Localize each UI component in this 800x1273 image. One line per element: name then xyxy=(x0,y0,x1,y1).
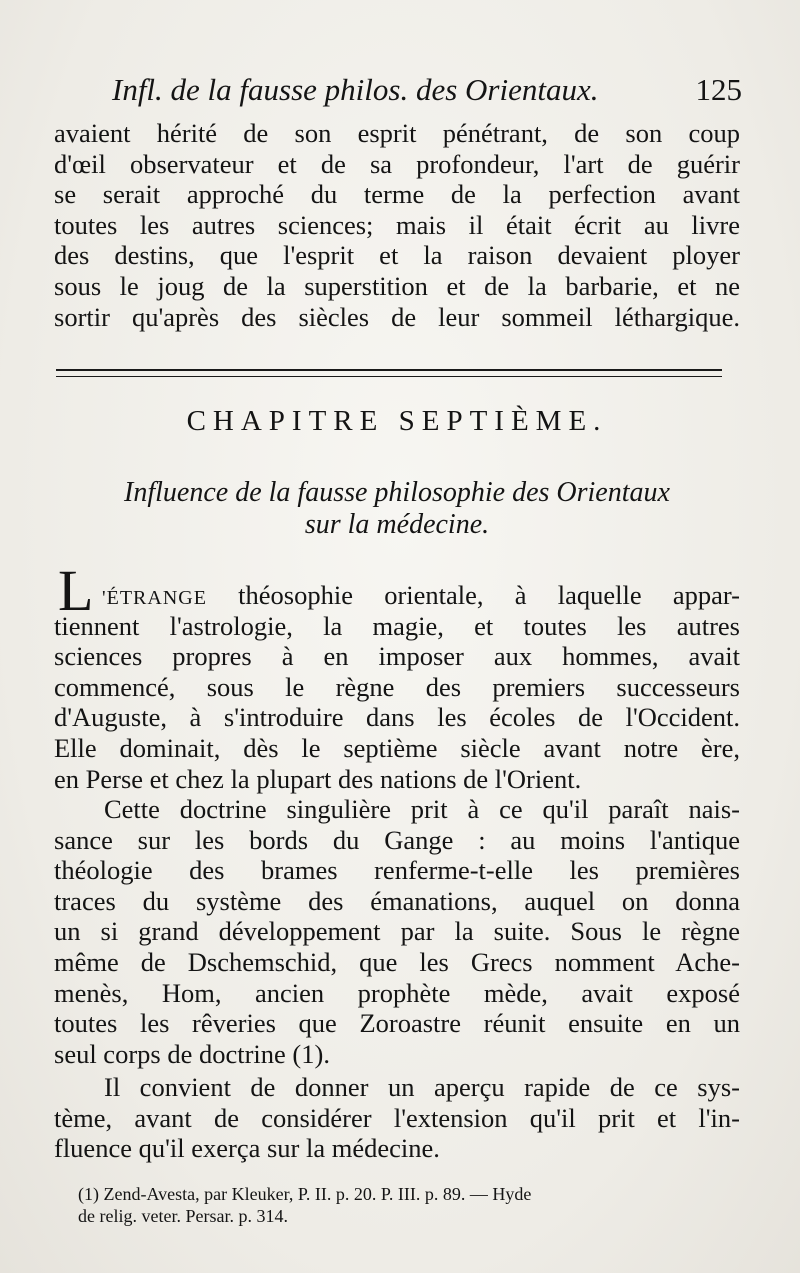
text-line: seul corps de doctrine (1). xyxy=(54,1038,330,1069)
text-line-first xyxy=(54,580,740,611)
text-line: sciences propres à en imposer aux hommes, avait xyxy=(54,641,740,672)
text-line: menès, Hom, ancien prophète mède, avait exposé xyxy=(54,977,740,1008)
text-line: commencé, sous le règne des premiers successeurs xyxy=(54,671,740,702)
text-line: en Perse et chez la plupart des nations de l'Orient. xyxy=(54,763,582,794)
text-line: sous le joug de la superstition et de la barbarie, et ne xyxy=(54,270,740,301)
text-line: toutes les rêveries que Zoroastre réunit ensuite en un xyxy=(54,1008,740,1039)
paragraph-2 xyxy=(54,794,740,1069)
paragraph-3 xyxy=(54,1072,740,1164)
lead-word: 'ÉTRANGE xyxy=(102,587,207,609)
page-number: 125 xyxy=(695,72,742,107)
footnote-line: de relig. veter. Persar. p. 314. xyxy=(78,1206,288,1226)
text-line: Il convient de donner un aperçu rapide de ce sys- xyxy=(104,1072,740,1102)
text-line: même de Dschemschid, que les Grecs nomment Ache- xyxy=(54,946,740,977)
text-line: toutes les autres sciences; mais il était écrit au livre xyxy=(54,209,740,240)
text-line: des destins, que l'esprit et la raison devaient ployer xyxy=(54,240,740,271)
section-divider xyxy=(56,369,722,377)
first-line-rest: théosophie orientale, à laquelle appar- xyxy=(238,580,740,610)
text-line: fluence qu'il exerça sur la médecine. xyxy=(54,1133,440,1164)
text-line: tiennent l'astrologie, la magie, et toutes les autres xyxy=(54,610,740,641)
text-line: d'œil observateur et de sa profondeur, l'art de guérir xyxy=(54,148,740,179)
footnote-line: (1) Zend-Avesta, par Kleuker, P. II. p. 20. P. III. p. 89. — Hyde xyxy=(78,1184,532,1204)
text-line: Elle dominait, dès le septième siècle avant notre ère, xyxy=(54,732,740,763)
text-line: sance sur les bords du Gange : au moins l'antique xyxy=(54,824,740,855)
text-line: traces du système des émanations, auquel on donna xyxy=(54,885,740,916)
text-line: théologie des brames renferme-t-elle les premières xyxy=(54,855,740,886)
text-line: d'Auguste, à s'introduire dans les écoles de l'Occident. xyxy=(54,702,740,733)
subtitle-line: Influence de la fausse philosophie des Orientaux xyxy=(124,477,670,508)
text-line: se serait approché du terme de la perfection avant xyxy=(54,179,740,210)
text-line: un si grand développement par la suite. Sous le règne xyxy=(54,916,740,947)
text-line: tème, avant de considérer l'extension qu'il prit et l'in- xyxy=(54,1102,740,1133)
text-line: sortir qu'après des siècles de leur sommeil léthargique. xyxy=(54,301,740,332)
opening-paragraph xyxy=(54,118,740,332)
text-line: Cette doctrine singulière prit à ce qu'il paraît nais- xyxy=(104,794,740,824)
chapter-subtitle xyxy=(54,477,740,541)
subtitle-line: sur la médecine. xyxy=(304,509,490,540)
paragraph-1 xyxy=(54,580,740,794)
running-title: Infl. de la fausse philos. des Orientaux. xyxy=(112,72,599,107)
footnote xyxy=(78,1183,760,1227)
text-line: avaient hérité de son esprit pénétrant, de son coup xyxy=(54,118,740,148)
drop-cap: L xyxy=(58,558,94,623)
running-header xyxy=(112,72,742,112)
chapter-title: CHAPITRE SEPTIÈME. xyxy=(186,405,608,437)
